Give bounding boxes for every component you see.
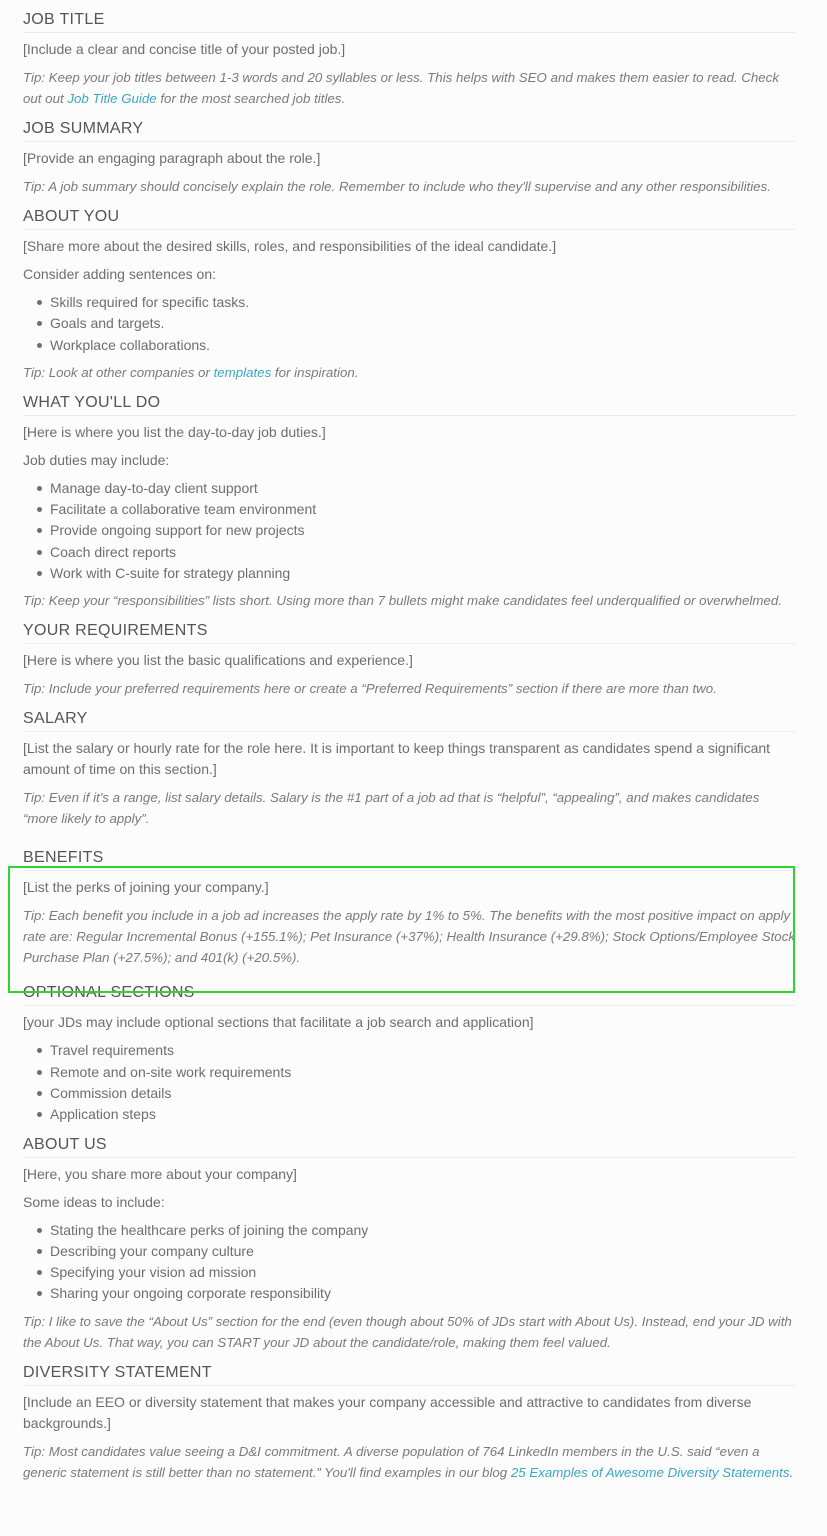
bullet-list	[23, 1040, 795, 1125]
section-heading: ABOUT US	[23, 1135, 795, 1158]
diversity-statements-link[interactable]: 25 Examples of Awesome Diversity Statements	[510, 1464, 790, 1480]
section-heading: YOUR REQUIREMENTS	[23, 621, 795, 644]
list-item: Stating the healthcare perks of joining the company	[35, 1220, 795, 1241]
section-tip: Tip: Keep your “responsibilities” lists short. Using more than 7 bullets might make candidates feel underqualified or overwhelmed.	[23, 593, 782, 609]
list-item: Goals and targets.	[35, 313, 795, 334]
list-item: Describing your company culture	[35, 1241, 795, 1262]
section-prompt: [Share more about the desired skills, roles, and responsibilities of the ideal candidate.]	[23, 238, 557, 254]
tip-text: Tip: Keep your job titles between 1-3 words and 20 syllables or less. This helps with SEO and makes them easier to read. Check out out	[23, 70, 779, 106]
section-heading: WHAT YOU'LL DO	[23, 393, 795, 416]
list-item: Facilitate a collaborative team environment	[35, 499, 795, 520]
bullet-list	[23, 478, 795, 584]
list-item: Application steps	[35, 1104, 795, 1125]
section-salary	[23, 706, 795, 829]
tip-text: for the most searched job titles.	[156, 91, 346, 106]
section-prompt: [Here is where you list the basic qualifications and experience.]	[23, 652, 413, 669]
section-prompt: [Include a clear and concise title of your posted job.]	[23, 41, 346, 57]
section-heading: OPTIONAL SECTIONS	[23, 983, 795, 1006]
list-item: Sharing your ongoing corporate responsibility	[35, 1283, 795, 1304]
section-heading: DIVERSITY STATEMENT	[23, 1363, 795, 1386]
job-title-guide-link[interactable]: Job Title Guide	[67, 91, 157, 106]
section-heading: BENEFITS	[23, 848, 795, 871]
section-about-you	[23, 204, 795, 383]
list-item: Commission details	[35, 1083, 795, 1104]
section-prompt: [List the perks of joining your company.]	[23, 879, 269, 896]
list-item: Manage day-to-day client support	[35, 478, 795, 499]
templates-link[interactable]: templates	[213, 364, 272, 380]
section-tip: Tip: A job summary should concisely explain the role. Remember to include who they'll supervise and any other responsibilities.	[23, 179, 771, 194]
list-item: Provide ongoing support for new projects	[35, 520, 795, 541]
section-tip: Tip: Even if it's a range, list salary details. Salary is the #1 part of a job ad that is “helpful”, “appealing”, and makes candidates “more likely to apply”.	[23, 790, 760, 827]
section-your-requirements	[23, 618, 795, 699]
section-benefits	[23, 836, 795, 968]
section-optional-sections	[23, 975, 795, 1125]
section-tip: Tip: I like to save the “About Us” section for the end (even though about 50% of JDs start with About Us). Instead, end your JD with the About Us. That way, you can START your JD about the candidate/role, making them feel valued.	[23, 1313, 792, 1350]
list-item: Work with C-suite for strategy planning	[35, 563, 795, 584]
section-job-summary	[23, 116, 795, 197]
section-tip	[23, 1441, 795, 1483]
section-tip: Tip: Each benefit you include in a job ad increases the apply rate by 1% to 5%. The benefits with the most positive impact on apply rate are: Regular Incremental Bonus (+155.1%); Pet Insurance (+37%); Health Insurance (+29.8%); Stock Options/Employee Stock Purchase Plan (+27.5%); and 401(k) (+20.5%).	[23, 908, 795, 966]
section-tip: Tip: Include your preferred requirements here or create a “Preferred Requirements” section if there are more than two.	[23, 681, 717, 697]
list-item: Specifying your vision ad mission	[35, 1262, 795, 1283]
section-heading: JOB TITLE	[23, 10, 795, 33]
section-intro: Consider adding sentences on:	[23, 266, 217, 282]
list-item: Travel requirements	[35, 1040, 795, 1061]
section-diversity-statement	[23, 1360, 795, 1483]
section-job-title	[23, 0, 795, 109]
tip-text: Tip: Most candidates value seeing a D&I commitment. A diverse population of 764 LinkedIn members in the U.S. said “even a generic statement is still better than no statement.” You'll find examples in our blog	[23, 1443, 760, 1480]
section-intro: Job duties may include:	[23, 451, 170, 468]
section-heading: ABOUT YOU	[23, 207, 795, 230]
section-heading: JOB SUMMARY	[23, 119, 795, 142]
bullet-list	[23, 292, 795, 356]
section-heading: SALARY	[23, 709, 795, 732]
list-item: Skills required for specific tasks.	[35, 292, 795, 313]
bullet-list	[23, 1220, 795, 1305]
section-intro: Some ideas to include:	[23, 1193, 165, 1210]
section-prompt: [your JDs may include optional sections that facilitate a job search and application]	[23, 1014, 534, 1031]
section-tip	[23, 67, 795, 109]
section-prompt: [List the salary or hourly rate for the role here. It is important to keep things transparent as candidates spend a significant amount of time on this section.]	[23, 740, 771, 778]
section-prompt: [Provide an engaging paragraph about the role.]	[23, 150, 321, 166]
list-item: Remote and on-site work requirements	[35, 1062, 795, 1083]
list-item: Coach direct reports	[35, 542, 795, 563]
section-tip	[23, 362, 795, 383]
list-item: Workplace collaborations.	[35, 335, 795, 356]
tip-text: for inspiration.	[271, 364, 359, 380]
section-what-youll-do	[23, 390, 795, 611]
section-prompt: [Here is where you list the day-to-day job duties.]	[23, 423, 326, 440]
tip-text: Tip: Look at other companies or	[23, 364, 214, 380]
section-about-us	[23, 1132, 795, 1353]
section-prompt: [Here, you share more about your company]	[23, 1165, 297, 1182]
job-description-template	[23, 0, 795, 1490]
section-prompt: [Include an EEO or diversity statement that makes your company accessible and attractive to candidates from diverse backgrounds.]	[23, 1393, 752, 1431]
tip-text: .	[789, 1464, 794, 1480]
